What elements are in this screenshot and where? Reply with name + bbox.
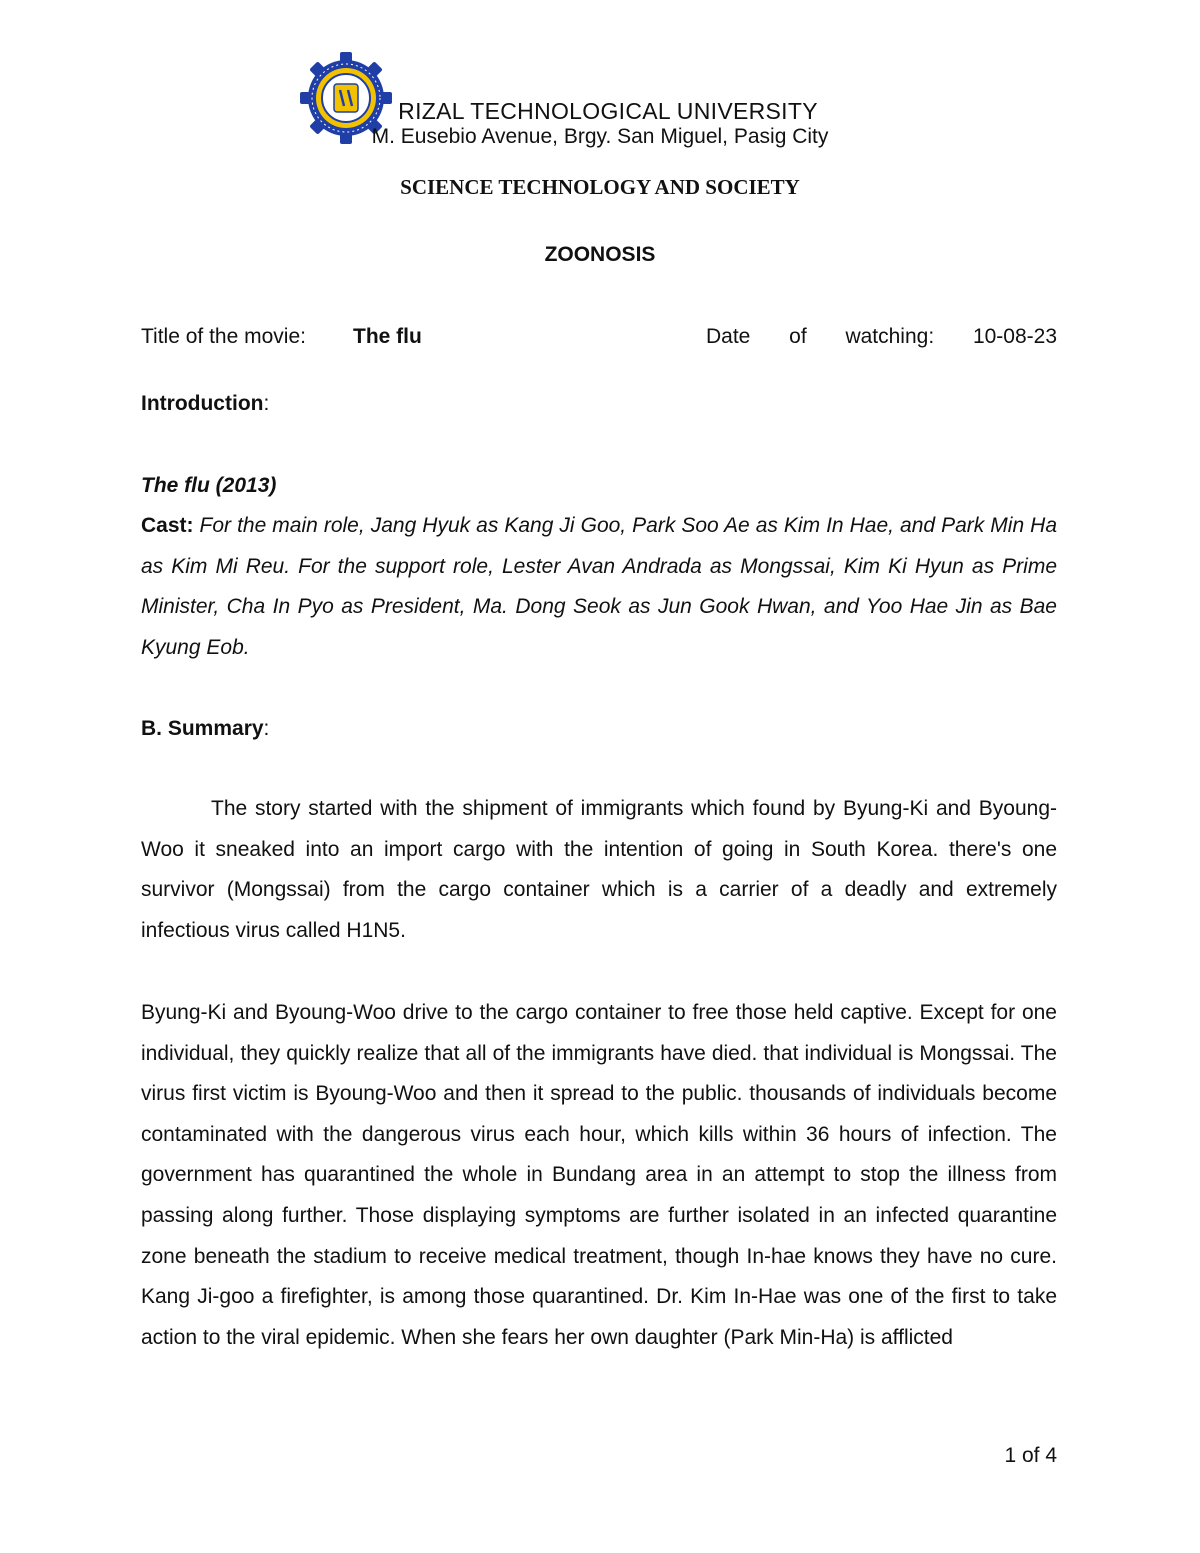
cast-paragraph <box>141 506 1057 668</box>
page-number: 1 of 4 <box>1004 1444 1057 1467</box>
cast-label: Cast: <box>141 514 194 537</box>
university-name: RIZAL TECHNOLOGICAL UNIVERSITY <box>398 98 818 124</box>
cast-text: For the main role, Jang Hyuk as Kang Ji Goo, Park Soo Ae as Kim In Hae, and Park Min Ha as Kim Mi Reu. For the support role, Lester Avan Andrada as Mongssai, Kim Ki Hyun as Prime Minister, Cha In Pyo as President, Ma. Dong Seok as Jun Gook Hwan, and Yoo Hae Jin as Bae Kyung Eob. <box>141 514 1057 659</box>
date-value: 10-08-23 <box>972 325 1057 348</box>
university-address: M. Eusebio Avenue, Brgy. San Miguel, Pasig City <box>371 125 829 148</box>
movie-title-year: The flu (2013) <box>141 474 277 497</box>
date-word: Date <box>706 325 751 348</box>
movie-title-label: Title of the movie: <box>141 325 306 348</box>
movie-title-value: The flu <box>353 325 422 348</box>
date-word: watching: <box>845 325 935 348</box>
date-of-watching <box>706 325 1057 349</box>
document-title: ZOONOSIS <box>544 243 656 266</box>
introduction-heading-text: Introduction <box>141 392 264 415</box>
summary-heading-text: B. Summary <box>141 717 264 740</box>
introduction-heading <box>141 392 269 416</box>
summary-paragraph-1: The story started with the shipment of immigrants which found by Byung-Ki and Byoung-Woo it sneaked into an import cargo with the intention of going in South Korea. there's one survivor (Mongssai) from the cargo container which is a carrier of a deadly and extremely infectious virus called H1N5. <box>141 797 1057 942</box>
heading-colon: : <box>263 392 270 415</box>
heading-colon: : <box>263 717 270 740</box>
summary-heading <box>141 717 269 741</box>
course-title: SCIENCE TECHNOLOGY AND SOCIETY <box>400 175 800 199</box>
summary-paragraph-2: Byung-Ki and Byoung-Woo drive to the cargo container to free those held captive. Except for one individual, they quickly realize that all of the immigrants have died. that individual is Mongssai. The virus first victim is Byoung-Woo and then it spread to the public. thousands of individuals become contaminated with the dangerous virus each hour, which kills within 36 hours of infection. The government has quarantined the whole in Bundang area in an attempt to stop the illness from passing along further. Those displaying symptoms are further isolated in an infected quarantine zone beneath the stadium to receive medical treatment, though In-hae knows they have no cure. Kang Ji-goo a firefighter, is among those quarantined. Dr. Kim In-Hae was one of the first to take action to the viral epidemic. When she fears her own daughter (Park Min-Ha) is afflicted <box>141 1001 1057 1349</box>
date-word: of <box>789 325 807 348</box>
